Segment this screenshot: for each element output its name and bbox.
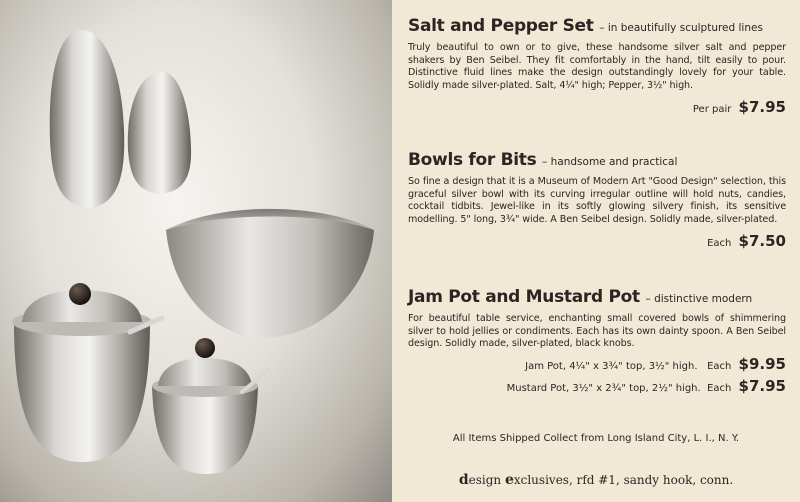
- footer-address: [392, 472, 800, 488]
- price-line: [408, 232, 786, 250]
- mustard-knob: [195, 338, 215, 358]
- catalog-page: [392, 0, 800, 502]
- price-label: Each: [707, 382, 732, 394]
- section-heading: [408, 150, 786, 170]
- item-label: Jam Pot, 4¼" x 3¾" top, 3½" high.: [525, 360, 698, 372]
- shipping-note: All Items Shipped Collect from Long Island City, L. I., N. Y.: [452, 433, 740, 444]
- mustard-pot-price-line: [408, 377, 786, 395]
- section-subtitle: – in beautifully sculptured lines: [599, 22, 763, 34]
- pepper-shaker: [128, 72, 191, 194]
- mustard-pot: [152, 386, 258, 474]
- price-label: Each: [707, 360, 732, 372]
- price-value: $7.50: [738, 232, 786, 251]
- section-title: Salt and Pepper Set: [408, 16, 594, 36]
- section-body: Truly beautiful to own or to give, these handsome silver salt and pepper shakers by Ben Seibel. They fit comfortably in the hand, tilt easily to pour. Distinctive fluid lines make the design outstandingly lovely for your table. Solidly made silver-plated. Salt, 4¼" high; Pepper, 3½" high.: [408, 42, 786, 91]
- price-value: $7.95: [738, 376, 786, 395]
- jam-pot: [14, 322, 150, 462]
- bowls-section: [408, 150, 786, 250]
- section-title: Jam Pot and Mustard Pot: [408, 287, 640, 307]
- footer-initial-e: e: [504, 472, 514, 488]
- price-line: [408, 98, 786, 116]
- section-subtitle: – distinctive modern: [645, 293, 753, 305]
- footer-initial-d: d: [458, 472, 469, 488]
- section-title: Bowls for Bits: [408, 150, 537, 170]
- salt-shaker: [50, 30, 124, 208]
- price-value: $9.95: [738, 354, 786, 373]
- section-heading: [408, 16, 786, 36]
- price-label: Each: [707, 238, 732, 250]
- section-body: So fine a design that it is a Museum of Modern Art "Good Design" selection, this graceful silver bowl with its curving irregular outline will hold nuts, candies, cocktail tidbits. Jewel-like in its softly glowing silvery finish, its sensitive modelling. 5" long, 3¾" wide. A Ben Seibel design. Solidly made, silver-plated.: [408, 176, 786, 225]
- salt-pepper-section: [408, 16, 786, 116]
- product-illustration: [0, 0, 392, 502]
- price-value: $7.95: [738, 98, 786, 117]
- product-photo: [0, 0, 392, 502]
- jam-knob: [69, 283, 91, 305]
- section-heading: [408, 287, 786, 307]
- footer-rest: xclusives, rfd #1, sandy hook, conn.: [513, 473, 734, 487]
- item-label: Mustard Pot, 3½" x 2¾" top, 2½" high.: [506, 382, 701, 394]
- jam-pot-price-line: [408, 355, 786, 373]
- bowl: [166, 209, 374, 338]
- jam-mustard-section: [408, 287, 786, 395]
- footer-word-esign: esign: [468, 473, 505, 487]
- section-body: For beautiful table service, enchanting small covered bowls of shimmering silver to hold jellies or condiments. Each has its own dainty spoon. A Ben Seibel design. Solidly made, silver-plated, black knobs.: [408, 313, 786, 350]
- price-label: Per pair: [692, 104, 732, 116]
- section-subtitle: – handsome and practical: [542, 156, 678, 168]
